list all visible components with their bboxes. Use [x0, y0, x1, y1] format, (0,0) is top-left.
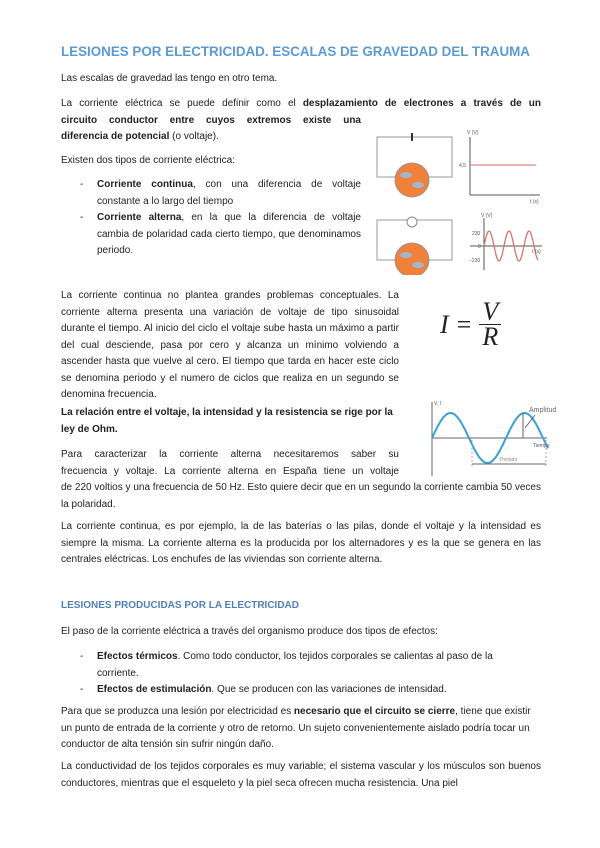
axis-tick: 4,5 — [459, 163, 466, 169]
formula-denominator: R — [482, 322, 499, 351]
bold-text: desplazamiento de electrones a través de un — [302, 98, 541, 109]
text: , tiene que existir un punto de entrada de la corriente y otro de retorno. Un sujeto convenientemente aislado podría tocar un conductor de alta tensión sin sufrir ningún daño. — [61, 706, 531, 750]
list-item — [61, 649, 511, 682]
list-item — [61, 177, 361, 210]
dash: - — [80, 212, 84, 223]
text: Para caracterizar la corriente alterna necesitaremos saber su — [61, 449, 399, 460]
formula-numerator: V — [482, 297, 499, 326]
axis-tick: −230 — [469, 258, 481, 264]
types-intro: Existen dos tipos de corriente eléctrica: — [61, 155, 235, 166]
bold-text: Efectos térmicos — [97, 651, 178, 662]
axis-label: t (s) — [530, 199, 539, 205]
text: . Que se producen con las variaciones de intensidad. — [211, 684, 447, 695]
text: , en la que la diferencia de voltaje cambia de polaridad cada cierto tiempo, que denominamos periodo. — [97, 212, 361, 256]
axis-tick: 230 — [472, 231, 481, 237]
axis-label: Tiempo — [533, 443, 550, 449]
dash: - — [80, 179, 84, 190]
ohm-formula — [440, 297, 501, 351]
formula-lhs: I — [440, 309, 449, 339]
effects-intro: El paso de la corriente eléctrica a través del organismo produce dos tipos de efectos: — [61, 626, 438, 637]
text: frecuencia y voltaje. La corriente alterna en España tiene un voltaje — [61, 465, 399, 477]
list-item — [61, 210, 361, 260]
conductivity-paragraph: La conductividad de los tejidos corporales es muy variable; el sistema vascular y los músculos son buenos conductores, mientras que el esqueleto y la piel seca ofrecen mucha resistencia. Una piel — [61, 761, 541, 789]
axis-tick: 0 — [478, 244, 481, 250]
amplitude-label: Amplitud — [529, 407, 557, 414]
text: . Como todo conductor, los tejidos corporales se calientas al paso de la corriente. — [97, 651, 493, 679]
circuit-closure-paragraph — [61, 704, 536, 754]
types-list — [61, 177, 361, 260]
ac-source-icon — [407, 217, 417, 227]
section-heading: LESIONES PRODUCIDAS POR LA ELECTRICIDAD — [61, 600, 299, 611]
text: La corriente eléctrica se puede definir como el — [61, 98, 303, 109]
period-label: Periodo — [500, 457, 518, 463]
page-title: LESIONES POR ELECTRICIDAD. ESCALAS DE GRAVEDAD DEL TRAUMA — [61, 44, 530, 59]
dash: - — [80, 651, 84, 662]
bold-text: necesario que el circuito se cierre — [293, 706, 456, 717]
circuit-figure — [370, 125, 550, 275]
axis-label: t (s) — [532, 249, 541, 255]
text: Para que se produzca una lesión por electricidad es — [61, 706, 294, 717]
axis-label: V (V) — [467, 130, 479, 136]
ohm-law-paragraph: La relación entre el voltaje, la intensidad y la resistencia se rige por la ley de Ohm. — [61, 407, 393, 435]
bold-text: Corriente continua — [97, 179, 193, 190]
list-item — [61, 682, 511, 699]
alternating-current-paragraph: La corriente continua no plantea grandes problemas conceptuales. La corriente alterna presenta una variación de voltaje de tipo sinusoidal durante el tiempo. Al inicio del ciclo el voltaje sube hasta un máximo a partir del cual desciende, pasa por cero y alcanza un mínimo volviendo a ascender hasta que vuelve al cero. El tiempo que tarda en hacer este ciclo se denomina periodo y el numero de ciclos que realiza en un segundo se denomina frecuencia. — [61, 290, 399, 400]
bold-text: Efectos de estimulación — [97, 684, 212, 695]
axis-label: V, I — [434, 401, 442, 407]
bold-text: circuito conductor entre cuyos extremos existe una — [61, 114, 361, 126]
dc-ac-examples-paragraph: La corriente continua, es por ejemplo, la de las baterías o las pilas, donde el voltaje y la intensidad es siempre la misma. La corriente alterna es la producida por los alternadores y es la que se genera en las centrales eléctricas. Los enchufes de las viviendas son corriente alterna. — [61, 521, 541, 565]
formula-equals: = — [456, 309, 472, 339]
dash: - — [80, 684, 84, 695]
axis-label: V (V) — [481, 213, 493, 219]
text: de 220 voltios y una frecuencia de 50 Hz. Esto quiere decir que en un segundo la corriente cambia 50 veces la polaridad. — [61, 482, 541, 510]
text: (o voltaje). — [169, 131, 219, 142]
bold-text: Corriente alterna — [97, 212, 182, 223]
effects-list — [61, 649, 511, 699]
sine-wave-figure — [405, 398, 565, 476]
intro-paragraph: Las escalas de gravedad las tengo en otro tema. — [61, 73, 278, 84]
bold-text: diferencia de potencial — [61, 131, 170, 142]
text: , con una diferencia de voltaje constante a lo largo del tiempo — [97, 179, 361, 207]
